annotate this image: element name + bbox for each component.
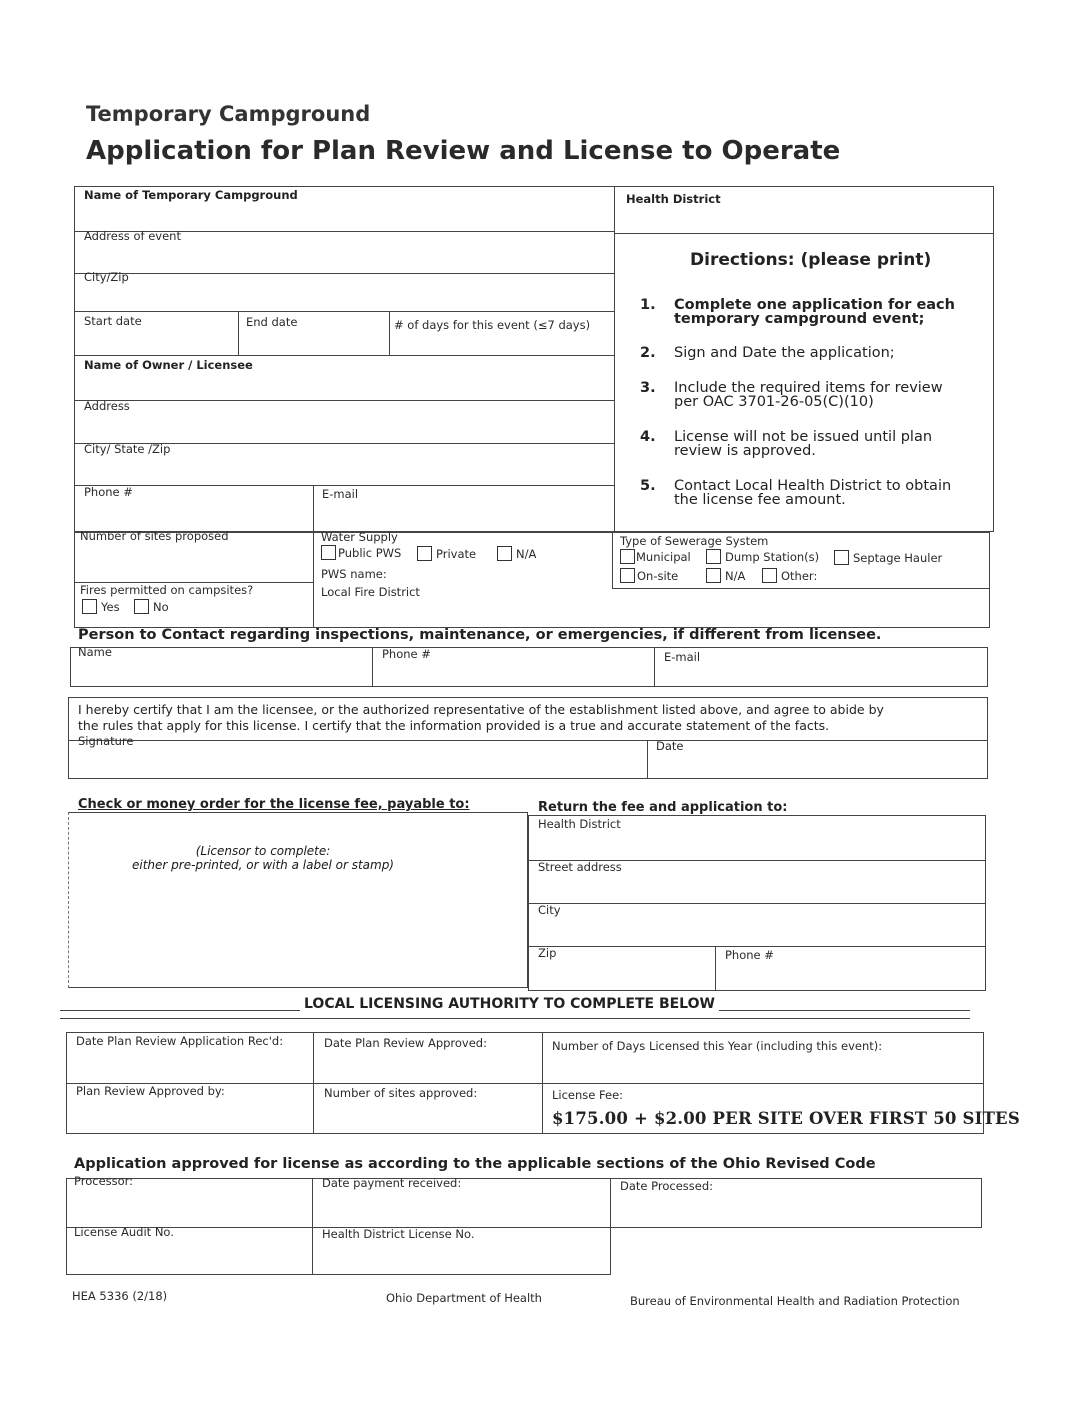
direction-item: 1. Complete one application for each temporary campground event; — [640, 297, 955, 327]
sites-proposed-field[interactable]: Number of sites proposed — [80, 529, 229, 543]
processor-field[interactable]: Processor: — [74, 1174, 134, 1188]
direction-item: 5. Contact Local Health District to obtain the license fee amount. — [640, 478, 952, 508]
fires-permitted-label: Fires permitted on campsites? — [80, 583, 254, 597]
owner-address-field[interactable]: Address — [84, 399, 130, 413]
return-to-heading: Return the fee and application to: — [538, 800, 788, 815]
start-date-field[interactable]: Start date — [84, 314, 142, 328]
contact-email-field[interactable]: E-mail — [664, 650, 701, 664]
plan-approved-by-field[interactable]: Plan Review Approved by: — [76, 1084, 225, 1098]
direction-item: 3. Include the required items for review per OAC 3701-26-05(C)(10) — [640, 380, 943, 410]
license-fee-value: $175.00 + $2.00 PER SITE OVER FIRST 50 SITES — [552, 1109, 1020, 1128]
sewerage-label: Type of Sewerage System — [620, 534, 769, 548]
water-na-checkbox[interactable]: N/A — [497, 546, 536, 561]
sewer-na-checkbox[interactable]: N/A — [706, 568, 745, 583]
water-private-checkbox[interactable]: Private — [417, 546, 476, 561]
sewer-other-checkbox[interactable]: Other: — [762, 568, 817, 583]
form-title: Application for Plan Review and License to Operate — [86, 136, 841, 166]
sewer-dump-station-checkbox[interactable]: Dump Station(s) — [706, 549, 819, 564]
payment-received-date-field[interactable]: Date payment received: — [322, 1176, 462, 1190]
fires-yes-checkbox[interactable]: Yes — [82, 599, 120, 614]
approval-section-top — [66, 1178, 982, 1228]
licensor-note-line2: either pre-printed, or with a label or stamp) — [131, 858, 394, 872]
contact-name-field[interactable]: Name — [78, 645, 112, 659]
owner-email-field[interactable]: E-mail — [322, 487, 359, 501]
date-plan-approved-field[interactable]: Date Plan Review Approved: — [324, 1036, 487, 1050]
event-city-zip-field[interactable]: City/Zip — [84, 270, 129, 284]
pws-name-field[interactable]: PWS name: — [321, 567, 387, 581]
sites-approved-field[interactable]: Number of sites approved: — [324, 1086, 478, 1100]
contact-section — [70, 647, 988, 687]
check-payable-heading: Check or money order for the license fee, payable to: — [78, 797, 470, 812]
certification-text-line2: the rules that apply for this license. I certify that the information provided is a true and accurate statement of the facts. — [78, 718, 830, 733]
contact-phone-field[interactable]: Phone # — [382, 647, 431, 661]
direction-item: 2. Sign and Date the application; — [640, 345, 895, 361]
local-fire-district-field[interactable]: Local Fire District — [321, 585, 420, 599]
form-id: HEA 5336 (2/18) — [72, 1289, 168, 1303]
campground-name-field[interactable]: Name of Temporary Campground — [84, 188, 298, 202]
form-subtitle: Temporary Campground — [86, 102, 371, 126]
health-district-field[interactable]: Health District — [626, 192, 721, 206]
license-audit-no-field[interactable]: License Audit No. — [74, 1225, 174, 1239]
date-processed-field[interactable]: Date Processed: — [620, 1179, 714, 1193]
event-days-field[interactable]: # of days for this event (≤7 days) — [394, 318, 591, 332]
signature-field[interactable]: Signature — [78, 734, 134, 748]
owner-phone-field[interactable]: Phone # — [84, 485, 133, 499]
approval-heading: Application approved for license as according to the applicable sections of the Ohio Revised Code — [74, 1156, 876, 1172]
return-zip-field[interactable]: Zip — [538, 946, 557, 960]
event-address-field[interactable]: Address of event — [84, 229, 181, 243]
return-city-field[interactable]: City — [538, 903, 561, 917]
certification-date-field[interactable]: Date — [656, 739, 684, 753]
authority-heading: LOCAL LICENSING AUTHORITY TO COMPLETE BELOW — [300, 996, 719, 1012]
return-health-district-field[interactable]: Health District — [538, 817, 621, 831]
license-fee-label: License Fee: — [552, 1088, 624, 1102]
direction-item: 4. License will not be issued until plan review is approved. — [640, 429, 933, 459]
water-public-pws-checkbox[interactable]: Public PWS — [321, 545, 401, 560]
contact-heading: Person to Contact regarding inspections, maintenance, or emergencies, if different from licensee. — [78, 627, 882, 643]
sewer-onsite-checkbox[interactable]: On-site — [620, 568, 678, 583]
return-phone-field[interactable]: Phone # — [725, 948, 774, 962]
return-street-field[interactable]: Street address — [538, 860, 622, 874]
date-application-received-field[interactable]: Date Plan Review Application Rec'd: — [76, 1034, 284, 1048]
directions-heading: Directions: (please print) — [690, 250, 932, 270]
owner-name-field[interactable]: Name of Owner / Licensee — [84, 358, 253, 372]
certification-text-line1: I hereby certify that I am the licensee, or the authorized representative of the establishment listed above, and agree to abide by — [78, 702, 884, 717]
department-name: Ohio Department of Health — [386, 1291, 542, 1305]
district-license-no-field[interactable]: Health District License No. — [322, 1227, 475, 1241]
water-supply-label: Water Supply — [321, 530, 398, 544]
fires-no-checkbox[interactable]: No — [134, 599, 169, 614]
days-licensed-field[interactable]: Number of Days Licensed this Year (including this event): — [552, 1039, 883, 1053]
sewer-municipal-checkbox[interactable]: Municipal — [620, 549, 691, 564]
bureau-name: Bureau of Environmental Health and Radiation Protection — [630, 1294, 960, 1308]
end-date-field[interactable]: End date — [246, 315, 298, 329]
licensor-stamp-area[interactable] — [68, 812, 528, 988]
owner-city-state-zip-field[interactable]: City/ State /Zip — [84, 442, 171, 456]
licensor-note-line1: (Licensor to complete: — [195, 844, 331, 858]
sewer-septage-hauler-checkbox[interactable]: Septage Hauler — [834, 550, 942, 565]
